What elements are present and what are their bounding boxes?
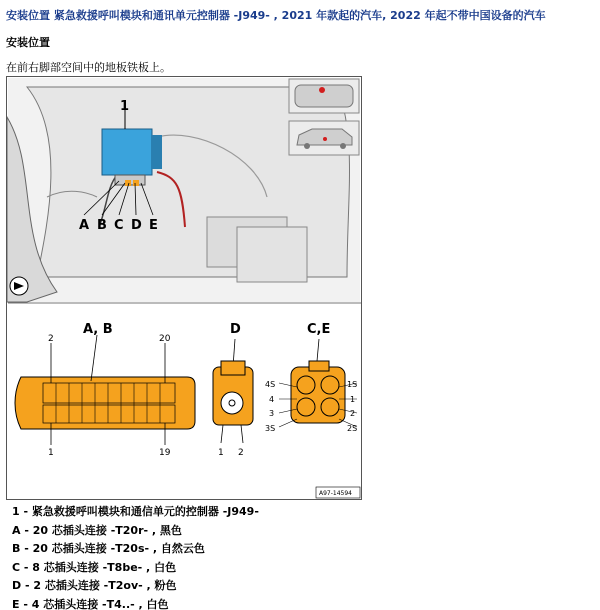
location-description: 在前右脚部空间中的地板铁板上。 bbox=[6, 61, 171, 74]
ce-pin-2: 2 bbox=[350, 409, 356, 418]
letter-a: A bbox=[79, 218, 90, 233]
d-pin-2: 2 bbox=[238, 448, 244, 458]
installation-figure bbox=[6, 76, 362, 500]
legend-item: D - 2 芯插头连接 -T2ov- , 粉色 bbox=[12, 579, 177, 592]
group-label-d: D bbox=[230, 322, 241, 337]
letter-b: B bbox=[97, 218, 107, 233]
ce-pin-1: 1 bbox=[350, 395, 356, 404]
legend-item: E - 4 芯插头连接 -T4..- , 白色 bbox=[12, 597, 169, 610]
connector-ce-drawing bbox=[279, 339, 357, 427]
connector-d-drawing bbox=[213, 339, 253, 443]
ab-pin-2: 2 bbox=[48, 334, 54, 344]
figure-ref-code: A97-14594 bbox=[319, 490, 352, 497]
callout-1: 1 bbox=[120, 99, 130, 114]
legend-item: C - 8 芯插头连接 -T8be- , 白色 bbox=[12, 560, 177, 574]
group-label-ce: C,E bbox=[307, 322, 331, 337]
letter-c: C bbox=[114, 218, 124, 233]
letter-e: E bbox=[149, 218, 158, 233]
ce-pin-1s: 1S bbox=[347, 380, 358, 389]
ce-pin-2s: 2S bbox=[347, 424, 358, 433]
page-title: 安装位置 紧急救援呼叫模块和通讯单元控制器 -J949- , 2021 年款起的汽车, 2022 年起不带中国设备的汽车 bbox=[6, 9, 546, 22]
ce-pin-4s: 4S bbox=[265, 380, 276, 389]
legend-item: B - 20 芯插头连接 -T20s- , 自然云色 bbox=[12, 542, 205, 555]
ce-pin-3: 3 bbox=[269, 409, 275, 418]
footwell-illustration bbox=[7, 78, 360, 302]
legend-item: A - 20 芯插头连接 -T20r- , 黑色 bbox=[12, 523, 182, 537]
ce-pin-3s: 3S bbox=[265, 424, 276, 433]
ab-pin-19: 19 bbox=[159, 448, 171, 458]
letter-d: D bbox=[131, 218, 142, 233]
section-heading: 安装位置 bbox=[6, 36, 50, 49]
legend-list bbox=[12, 503, 259, 610]
ce-pin-4: 4 bbox=[269, 395, 275, 404]
legend-item: 1 - 紧急救援呼叫模块和通信单元的控制器 -J949- bbox=[12, 505, 259, 518]
installation-diagram bbox=[7, 77, 362, 500]
ab-pin-20: 20 bbox=[159, 334, 171, 344]
ab-pin-1: 1 bbox=[48, 448, 54, 458]
d-pin-1: 1 bbox=[218, 448, 224, 458]
group-label-ab: A, B bbox=[83, 322, 113, 337]
control-module-shape bbox=[102, 129, 152, 175]
connector-ab-drawing bbox=[15, 335, 195, 445]
